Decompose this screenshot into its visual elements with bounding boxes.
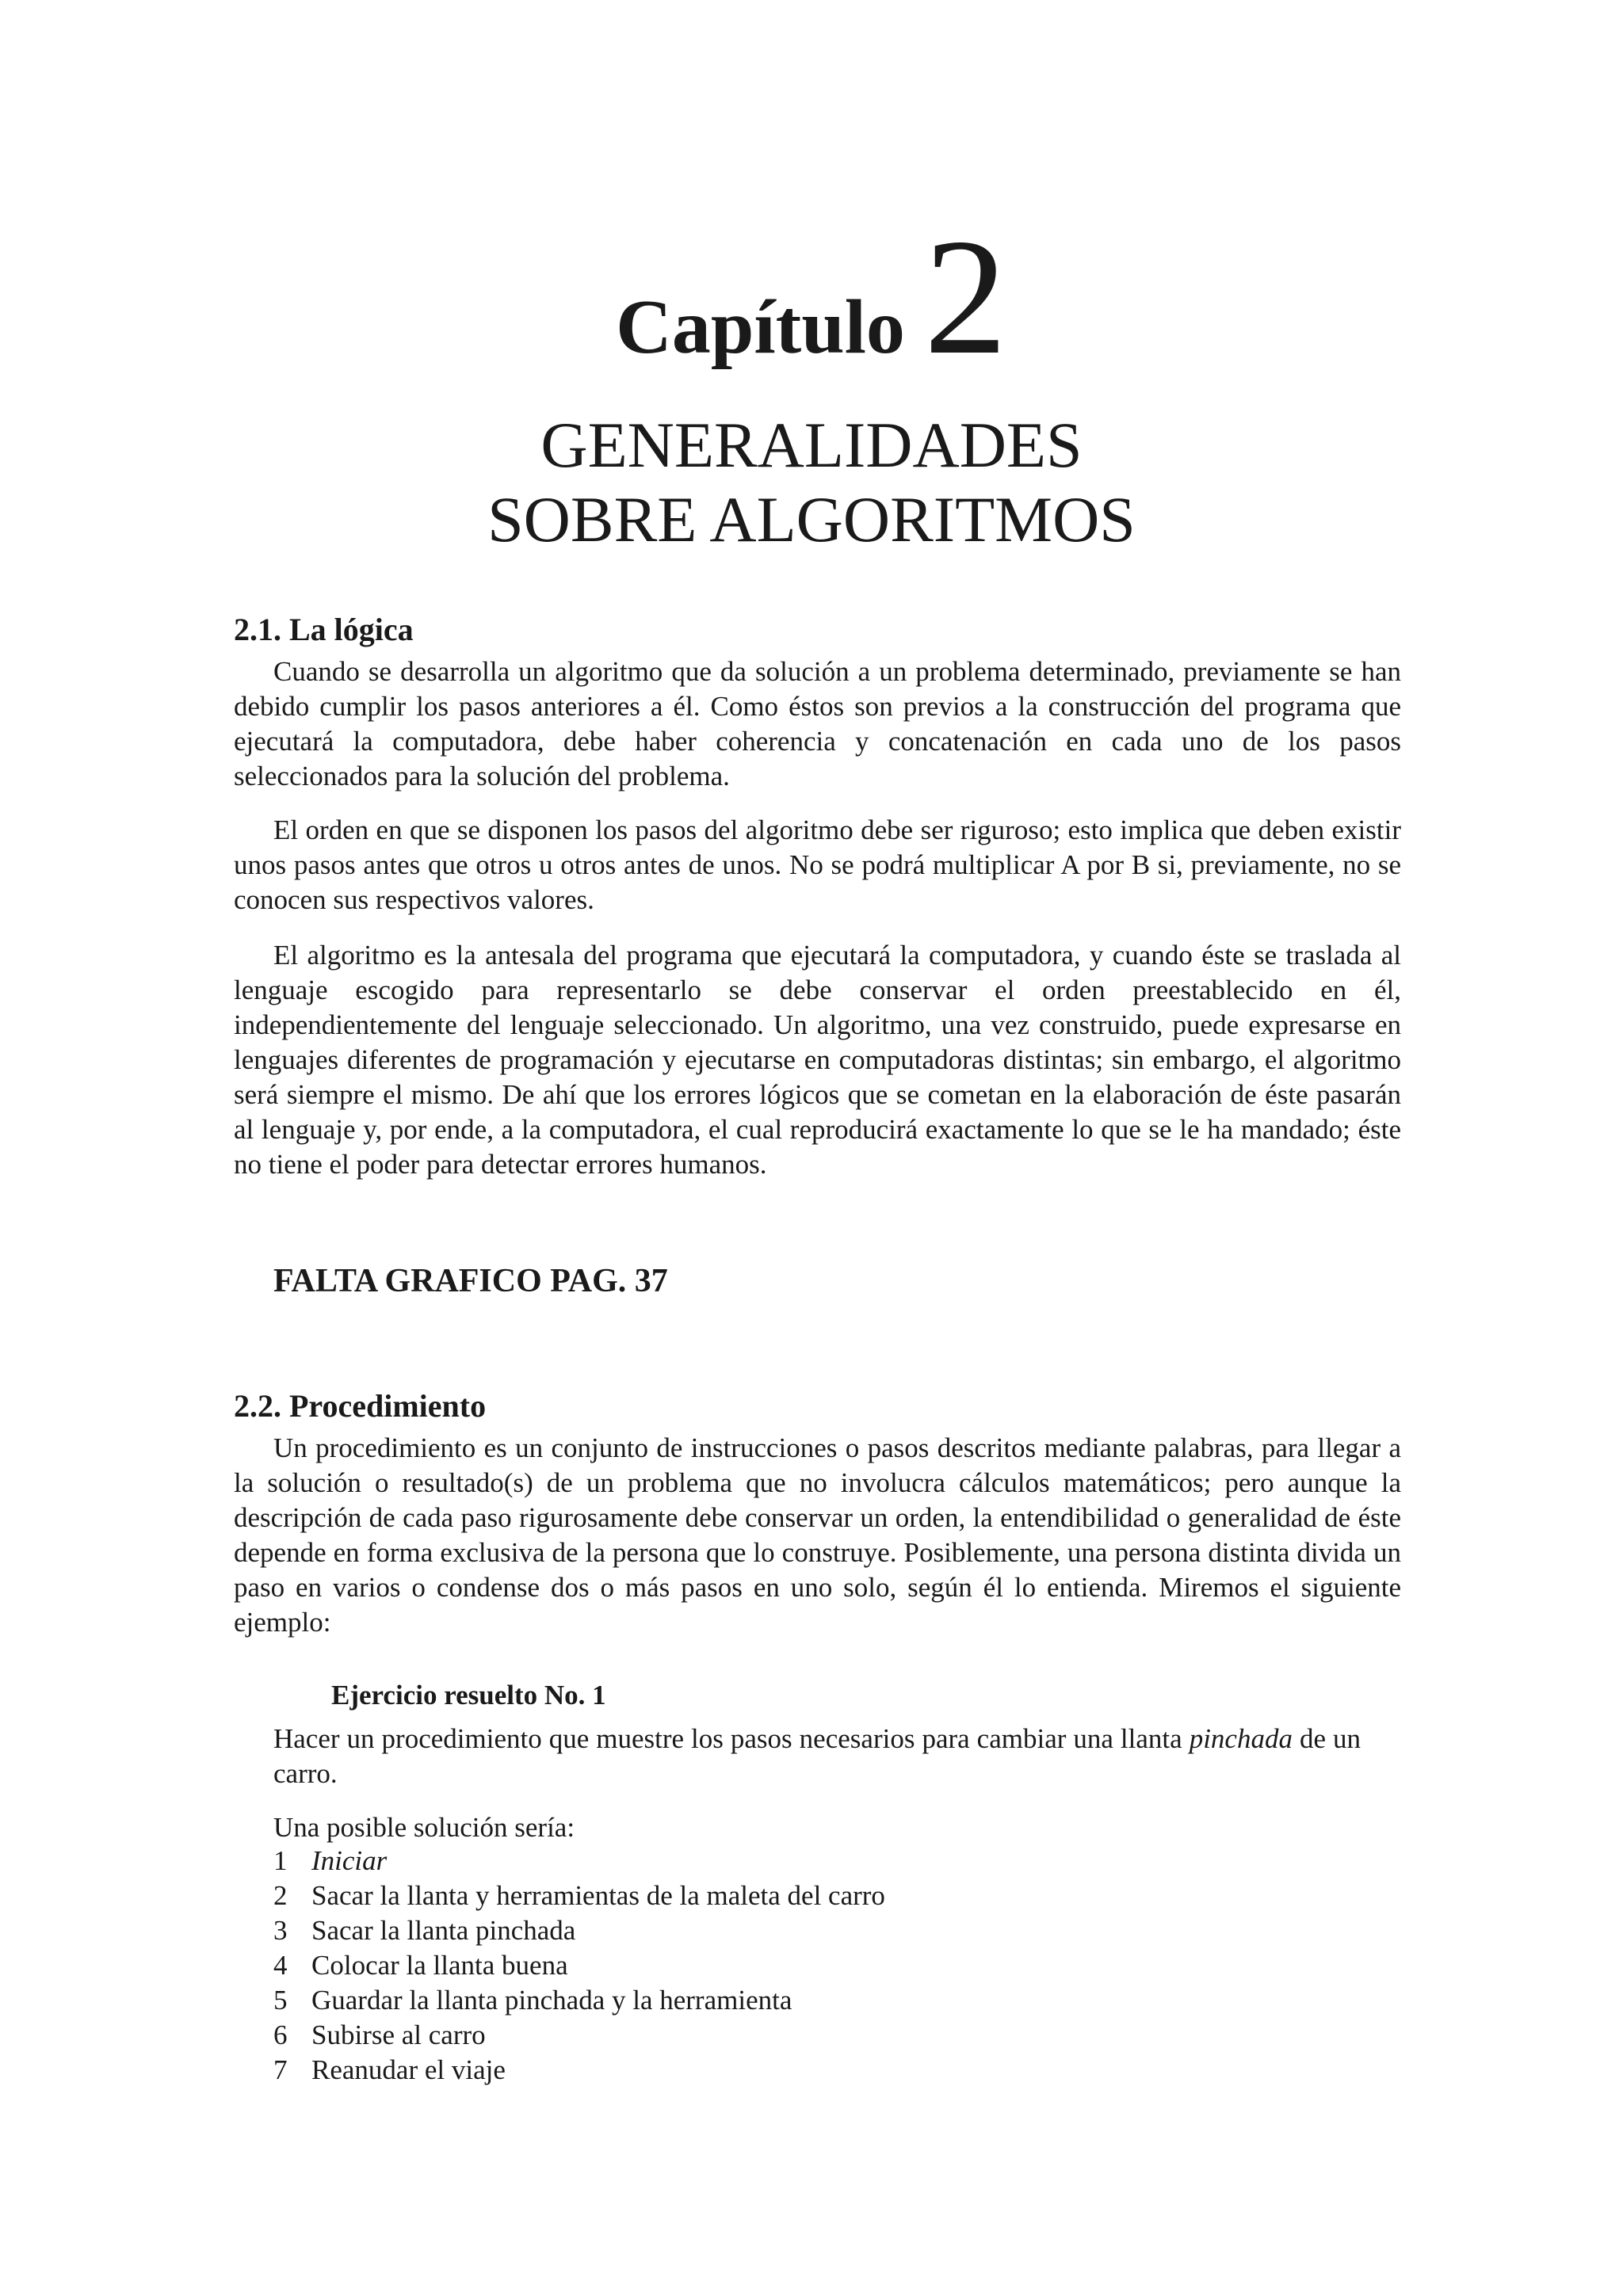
step-text: Subirse al carro [311,2019,486,2050]
list-item [273,1878,885,1913]
step-number: 4 [273,1950,288,1981]
step-text: Guardar la llanta pinchada y la herramienta [311,1985,792,2016]
step-number: 6 [273,2019,288,2050]
solution-intro: Una posible solución sería: [273,1812,575,1843]
step-number: 5 [273,1985,288,2016]
paragraph-logica-1: Cuando se desarrolla un algoritmo que da solución a un problema determinado, previamente se han debido cumplir los pasos anteriores a él. Como éstos son previos a la construcción del programa que ejecutará la computadora, debe haber coherencia y concatenación en cada uno de los pasos seleccionados para la solución del problema. [234,656,1401,791]
chapter-number: 2 [923,205,1007,389]
list-item [273,2018,885,2053]
step-text: Reanudar el viaje [311,2054,506,2085]
chapter-title [0,408,1623,557]
exercise-statement-start: Hacer un procedimiento que muestre los pasos necesarios para cambiar una llanta [273,1723,1182,1754]
chapter-word: Capítulo [616,284,905,370]
solution-steps-list [273,1844,885,2088]
list-item [273,1948,885,1983]
section-title-logica: 2.1. La lógica [234,612,414,647]
paragraph-logica-3: El algoritmo es la antesala del programa que ejecutará la computadora, y cuando éste se traslada al lenguaje escogido para representarlo se debe conservar el orden preestablecido en él, independientemente del lenguaje seleccionado. Un algoritmo, una vez construido, puede expresarse en lenguajes diferentes de programación y ejecutarse en computadoras distintas; sin embargo, el algoritmo será siempre el mismo. De ahí que los errores lógicos que se cometan en la elaboración de éste pasarán al lenguaje y, por ende, a la computadora, el cual reproducirá exactamente lo que se le ha mandado; éste no tiene el poder para detectar errores humanos. [234,940,1401,1180]
step-number: 7 [273,2054,288,2085]
list-item [273,1844,885,1878]
step-text: Sacar la llanta pinchada [311,1915,576,1946]
chapter-heading [0,205,1623,389]
step-number: 1 [273,1845,288,1876]
list-item [273,1913,885,1948]
chapter-title-line-1: GENERALIDADES [540,409,1083,481]
exercise-statement-end: de un carro. [273,1723,1361,1789]
chapter-title-line-2: SOBRE ALGORITMOS [487,483,1136,555]
section-title-procedimiento: 2.2. Procedimiento [234,1388,487,1424]
list-item [273,2053,885,2088]
list-item [273,1983,885,2018]
step-number: 3 [273,1915,288,1946]
step-number: 2 [273,1880,288,1911]
step-text: Iniciar [311,1845,388,1876]
exercise-statement-italic: pinchada [1189,1723,1293,1754]
step-text: Sacar la llanta y herramientas de la maleta del carro [311,1880,885,1911]
paragraph-procedimiento: Un procedimiento es un conjunto de instrucciones o pasos descritos mediante palabras, para llegar a la solución o resultado(s) de un problema que no involucra cálculos matemáticos; pero aunque la descripción de cada paso rigurosamente debe conservar un orden, la entendibilidad o generalidad de éste depende en forma exclusiva de la persona que lo construye. Posiblemente, una persona distinta divida un paso en varios o condense dos o más pasos en uno solo, según él lo entienda. Miremos el siguiente ejemplo: [234,1432,1401,1638]
exercise-title: Ejercicio resuelto No. 1 [331,1680,606,1711]
missing-figure-note: FALTA GRAFICO PAG. 37 [273,1263,668,1299]
exercise-statement [273,1722,1361,1791]
step-text: Colocar la llanta buena [311,1950,568,1981]
paragraph-logica-2: El orden en que se disponen los pasos del algoritmo debe ser riguroso; esto implica que deben existir unos pasos antes que otros u otros antes de unos. No se podrá multiplicar A por B si, previamente, no se conocen sus respectivos valores. [234,814,1401,915]
